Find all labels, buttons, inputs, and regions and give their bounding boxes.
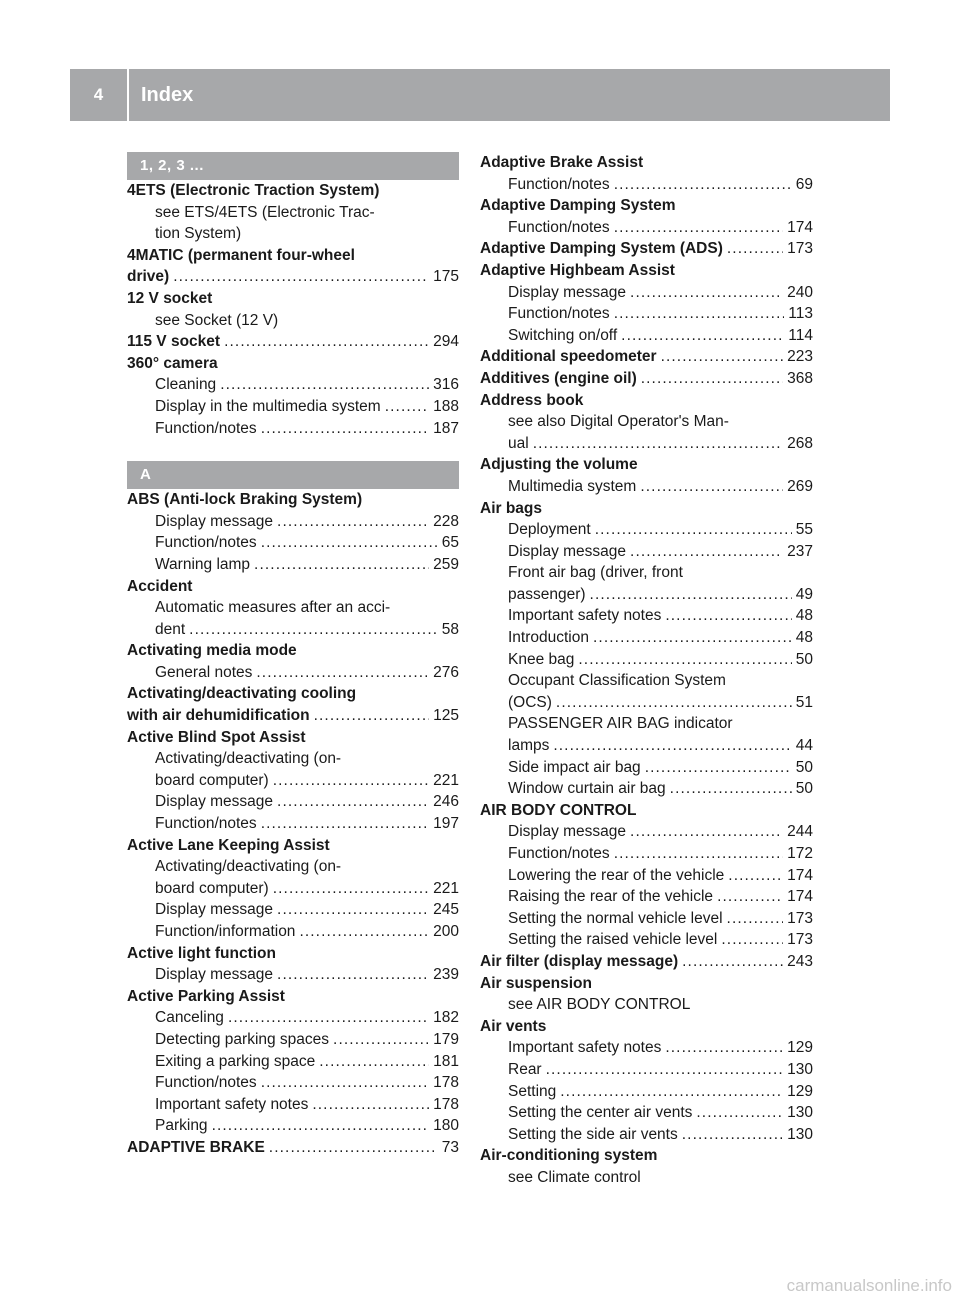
- dot-leader: [261, 813, 429, 835]
- index-subentry: [480, 886, 813, 908]
- entry-label: Function/notes: [508, 305, 610, 323]
- entry-label: Function/notes: [155, 534, 257, 552]
- index-entry: [480, 368, 813, 390]
- page-reference: 246: [433, 793, 459, 811]
- index-subentry: [480, 908, 813, 930]
- index-subentry: [480, 778, 813, 800]
- dot-leader: [173, 266, 429, 288]
- page-reference: 228: [433, 512, 459, 530]
- index-subentry: [127, 1051, 459, 1073]
- page-reference: 69: [795, 175, 813, 193]
- page-reference: 245: [433, 901, 459, 919]
- index-entry: [127, 266, 459, 288]
- index-column-left: [127, 152, 459, 1159]
- section-heading: 1, 2, 3 ...: [127, 152, 459, 180]
- entry-label: Display message: [155, 901, 274, 919]
- page-reference: 221: [433, 771, 459, 789]
- dot-leader: [641, 368, 783, 390]
- entry-label: Detecting parking spaces: [155, 1030, 330, 1048]
- index-subentry: [127, 921, 459, 943]
- page-reference: 316: [433, 376, 459, 394]
- page-reference: 294: [433, 333, 459, 351]
- dot-leader: [670, 778, 792, 800]
- page-reference: 174: [787, 888, 813, 906]
- page-reference: 269: [787, 477, 813, 495]
- index-subentry: [480, 519, 813, 541]
- page-reference: 178: [433, 1095, 459, 1113]
- entry-label: Adaptive Damping System (ADS): [480, 240, 723, 258]
- dot-leader: [578, 649, 791, 671]
- index-subentry: see also Digital Operator's Man-: [508, 413, 729, 431]
- dot-leader: [682, 1124, 783, 1146]
- page-reference: 243: [787, 952, 813, 970]
- dot-leader: [727, 238, 783, 260]
- page-reference: 50: [795, 758, 813, 776]
- page-reference: 276: [433, 663, 459, 681]
- page-reference: 268: [787, 434, 813, 452]
- entry-label: Rear: [508, 1060, 542, 1078]
- dot-leader: [727, 908, 784, 930]
- dot-leader: [269, 1137, 438, 1159]
- index-subentry: Activating/deactivating (on-: [155, 858, 342, 876]
- index-subentry: [127, 396, 459, 418]
- dot-leader: [621, 325, 784, 347]
- dot-leader: [614, 217, 783, 239]
- page-reference: 173: [787, 931, 813, 949]
- dot-leader: [273, 878, 429, 900]
- index-subentry: [127, 418, 459, 440]
- index-subentry: Front air bag (driver, front: [508, 564, 683, 582]
- section-gap: [127, 439, 459, 461]
- entry-label: Cleaning: [155, 376, 217, 394]
- dot-leader: [228, 1007, 429, 1029]
- page-reference: 223: [787, 348, 813, 366]
- dot-leader: [254, 554, 429, 576]
- entry-label: Display message: [155, 793, 274, 811]
- dot-leader: [277, 511, 429, 533]
- index-subentry: [480, 843, 813, 865]
- entry-label: Additional speedometer: [480, 348, 657, 366]
- page-reference: 244: [787, 823, 813, 841]
- dot-leader: [261, 532, 438, 554]
- page-reference: 259: [433, 555, 459, 573]
- index-subentry: [127, 1115, 459, 1137]
- index-entry-heading: Accident: [127, 577, 193, 595]
- index-entry-heading: Adaptive Brake Assist: [480, 154, 644, 171]
- entry-label: Display message: [508, 823, 627, 841]
- index-subentry: [480, 303, 813, 325]
- entry-label: board computer): [155, 879, 269, 897]
- dot-leader: [189, 619, 438, 641]
- entry-label: ADAPTIVE BRAKE: [127, 1138, 265, 1156]
- page-reference: 221: [433, 879, 459, 897]
- entry-label: Setting the normal vehicle level: [508, 909, 723, 927]
- page-reference: 130: [787, 1060, 813, 1078]
- index-subentry: [127, 770, 459, 792]
- entry-label: Important safety notes: [155, 1095, 309, 1113]
- dot-leader: [273, 770, 429, 792]
- page-reference: 180: [433, 1117, 459, 1135]
- entry-label: Display message: [155, 966, 274, 984]
- page-reference: 44: [795, 737, 813, 755]
- dot-leader: [665, 605, 791, 627]
- index-subentry: [480, 1059, 813, 1081]
- entry-label: Function/notes: [155, 419, 257, 437]
- dot-leader: [595, 519, 792, 541]
- index-subentry: [480, 282, 813, 304]
- page-reference: 48: [795, 629, 813, 647]
- dot-leader: [728, 865, 783, 887]
- entry-label: Display message: [155, 512, 274, 530]
- entry-label: Function/notes: [155, 815, 257, 833]
- index-subentry: Automatic measures after an acci-: [155, 599, 391, 617]
- page-reference: 181: [433, 1052, 459, 1070]
- dot-leader: [630, 541, 783, 563]
- entry-label: 115 V socket: [127, 333, 221, 351]
- index-entry-heading: 4ETS (Electronic Traction System): [127, 182, 380, 199]
- entry-label: Canceling: [155, 1009, 224, 1027]
- entry-label: Lowering the rear of the vehicle: [508, 866, 725, 884]
- index-subentry: Occupant Classification System: [508, 672, 726, 690]
- index-entry-heading: Air suspension: [480, 974, 592, 992]
- index-entry-heading: Adjusting the volume: [480, 456, 638, 474]
- index-subentry: [480, 735, 813, 757]
- page-reference: 58: [441, 620, 459, 638]
- index-subentry: [480, 929, 813, 951]
- dot-leader: [640, 476, 783, 498]
- dot-leader: [556, 692, 792, 714]
- entry-label: Setting the raised vehicle level: [508, 931, 718, 949]
- entry-label: Display in the multimedia system: [155, 397, 381, 415]
- dot-leader: [314, 705, 430, 727]
- page-reference: 178: [433, 1074, 459, 1092]
- index-entry-heading: Activating media mode: [127, 642, 297, 660]
- page-reference: 179: [433, 1030, 459, 1048]
- index-subentry: [127, 619, 459, 641]
- page-reference: 50: [795, 650, 813, 668]
- index-subentry: [127, 1007, 459, 1029]
- entry-label: dent: [155, 620, 186, 638]
- dot-leader: [696, 1102, 783, 1124]
- index-subentry: [480, 541, 813, 563]
- page-reference: 188: [433, 397, 459, 415]
- page-header: [70, 69, 890, 121]
- index-subentry: [127, 532, 459, 554]
- index-subentry: [480, 1102, 813, 1124]
- page-reference: 129: [787, 1039, 813, 1057]
- dot-leader: [277, 964, 429, 986]
- index-entry-heading: Adaptive Damping System: [480, 197, 676, 215]
- index-subentry: see Socket (12 V): [155, 311, 279, 329]
- index-entry-heading: Air vents: [480, 1017, 547, 1035]
- index-entry-heading: 360° camera: [127, 354, 218, 372]
- page-reference: 239: [433, 966, 459, 984]
- index-subentry: [480, 692, 813, 714]
- dot-leader: [224, 331, 429, 353]
- index-subentry: [480, 476, 813, 498]
- index-subentry: Activating/deactivating (on-: [155, 750, 342, 768]
- page-reference: 73: [441, 1138, 459, 1156]
- entry-label: Important safety notes: [508, 1039, 662, 1057]
- page-reference: 125: [433, 707, 459, 725]
- index-entry-heading: Active Blind Spot Assist: [127, 728, 306, 746]
- dot-leader: [614, 303, 785, 325]
- index-subentry: see AIR BODY CONTROL: [508, 996, 691, 1014]
- dot-leader: [614, 174, 792, 196]
- index-subentry: [127, 878, 459, 900]
- page-reference: 51: [795, 693, 813, 711]
- index-entry: [127, 1137, 459, 1159]
- dot-leader: [212, 1115, 430, 1137]
- index-subentry: [480, 865, 813, 887]
- entry-label: Introduction: [508, 629, 589, 647]
- index-subentry: [480, 821, 813, 843]
- entry-label: Multimedia system: [508, 477, 637, 495]
- index-entry-heading: Active Lane Keeping Assist: [127, 836, 330, 854]
- dot-leader: [553, 735, 791, 757]
- entry-label: Side impact air bag: [508, 758, 641, 776]
- index-subentry: tion System): [155, 225, 242, 243]
- page-reference: 113: [788, 305, 813, 323]
- page-reference: 130: [787, 1125, 813, 1143]
- entry-label: Function/notes: [155, 1074, 257, 1092]
- entry-label: with air dehumidification: [127, 707, 310, 725]
- index-subentry: [480, 757, 813, 779]
- dot-leader: [533, 433, 783, 455]
- dot-leader: [312, 1094, 429, 1116]
- index-subentry: [480, 605, 813, 627]
- index-entry-heading: ABS (Anti-lock Braking System): [127, 491, 363, 509]
- index-entry-heading: Air bags: [480, 499, 543, 517]
- index-column-right: [480, 152, 813, 1189]
- dot-leader: [261, 418, 429, 440]
- dot-leader: [261, 1072, 429, 1094]
- entry-label: Important safety notes: [508, 607, 662, 625]
- page-reference: 48: [795, 607, 813, 625]
- index-subentry: [127, 813, 459, 835]
- entry-label: Display message: [508, 542, 627, 560]
- index-entry: [127, 331, 459, 353]
- index-subentry: [127, 899, 459, 921]
- index-subentry: [480, 325, 813, 347]
- dot-leader: [630, 821, 783, 843]
- page-reference: 368: [787, 369, 813, 387]
- page-reference: 175: [433, 268, 459, 286]
- index-subentry: PASSENGER AIR BAG indicator: [508, 715, 733, 733]
- dot-leader: [546, 1059, 784, 1081]
- dot-leader: [682, 951, 783, 973]
- entry-label: (OCS): [508, 693, 552, 711]
- entry-label: Window curtain air bag: [508, 780, 666, 798]
- entry-label: board computer): [155, 771, 269, 789]
- entry-label: Setting: [508, 1082, 557, 1100]
- entry-label: Setting the side air vents: [508, 1125, 678, 1143]
- entry-label: drive): [127, 268, 170, 286]
- page-reference: 65: [441, 534, 459, 552]
- index-subentry: see ETS/4ETS (Electronic Trac-: [155, 203, 375, 221]
- page-reference: 49: [795, 585, 813, 603]
- dot-leader: [277, 899, 429, 921]
- page-reference: 200: [433, 923, 459, 940]
- index-subentry: [480, 433, 813, 455]
- index-entry-heading: AIR BODY CONTROL: [480, 801, 637, 819]
- index-subentry: [127, 662, 459, 684]
- index-subentry: [480, 1037, 813, 1059]
- index-subentry: [480, 1124, 813, 1146]
- entry-label: Parking: [155, 1117, 208, 1135]
- index-subentry: [480, 584, 813, 606]
- entry-label: Exiting a parking space: [155, 1052, 316, 1070]
- dot-leader: [614, 843, 783, 865]
- dot-leader: [385, 396, 429, 418]
- page-reference: 130: [787, 1104, 813, 1122]
- entry-label: Knee bag: [508, 650, 575, 668]
- index-entry-heading: 12 V socket: [127, 289, 213, 307]
- page-reference: 114: [788, 326, 813, 344]
- page-reference: 237: [787, 542, 813, 560]
- entry-label: Additives (engine oil): [480, 369, 637, 387]
- dot-leader: [645, 757, 792, 779]
- entry-label: Function/information: [155, 923, 296, 940]
- dot-leader: [319, 1051, 429, 1073]
- index-entry: [480, 238, 813, 260]
- index-subentry: [480, 174, 813, 196]
- index-subentry: [127, 964, 459, 986]
- entry-label: lamps: [508, 737, 550, 755]
- entry-label: Switching on/off: [508, 326, 618, 344]
- entry-label: General notes: [155, 663, 253, 681]
- entry-label: Warning lamp: [155, 555, 251, 573]
- index-entry: [127, 705, 459, 727]
- page-reference: 174: [787, 218, 813, 236]
- index-entry-heading: Adaptive Highbeam Assist: [480, 261, 675, 279]
- index-entry-heading: Air-conditioning system: [480, 1147, 658, 1165]
- index-entry: [480, 951, 813, 973]
- entry-label: Function/notes: [508, 218, 610, 236]
- page-reference: 55: [795, 521, 813, 539]
- dot-leader: [630, 282, 783, 304]
- entry-label: Setting the center air vents: [508, 1104, 693, 1122]
- section-heading: A: [127, 461, 459, 489]
- index-subentry: [480, 1081, 813, 1103]
- index-entry-heading: Address book: [480, 391, 584, 409]
- dot-leader: [256, 662, 429, 684]
- page-reference: 197: [433, 815, 459, 833]
- entry-label: passenger): [508, 585, 586, 603]
- index-subentry: [127, 791, 459, 813]
- index-subentry: [480, 627, 813, 649]
- index-entry-heading: 4MATIC (permanent four-wheel: [127, 246, 355, 264]
- index-subentry: [480, 217, 813, 239]
- page-reference: 174: [787, 866, 813, 884]
- entry-label: Deployment: [508, 521, 591, 539]
- page-reference: 182: [433, 1009, 459, 1027]
- dot-leader: [590, 584, 792, 606]
- index-subentry: [127, 1029, 459, 1051]
- index-subentry: see Climate control: [508, 1168, 641, 1186]
- index-subentry: [127, 374, 459, 396]
- index-entry: [480, 346, 813, 368]
- page-reference: 129: [787, 1082, 813, 1100]
- index-subentry: [480, 649, 813, 671]
- page-reference: 172: [787, 845, 813, 862]
- page-reference: 50: [795, 780, 813, 798]
- index-entry-heading: Active light function: [127, 944, 276, 962]
- page-number: 4: [93, 85, 104, 104]
- index-entry-heading: Activating/deactivating cooling: [127, 685, 357, 703]
- entry-label: Air filter (display message): [480, 952, 679, 970]
- entry-label: Raising the rear of the vehicle: [508, 888, 714, 906]
- page-reference: 173: [787, 240, 813, 258]
- entry-label: ual: [508, 434, 529, 452]
- dot-leader: [220, 374, 429, 396]
- dot-leader: [665, 1037, 783, 1059]
- dot-leader: [661, 346, 784, 368]
- dot-leader: [717, 886, 783, 908]
- page-title: Index: [141, 83, 194, 106]
- page-reference: 173: [787, 909, 813, 927]
- dot-leader: [299, 921, 429, 943]
- dot-leader: [560, 1081, 783, 1103]
- dot-leader: [721, 929, 783, 951]
- entry-label: Display message: [508, 283, 627, 301]
- watermark: carmanualsonline.info: [786, 1276, 952, 1295]
- page-reference: 240: [787, 283, 813, 301]
- index-subentry: [127, 1072, 459, 1094]
- entry-label: Function/notes: [508, 845, 610, 862]
- index-subentry: [127, 1094, 459, 1116]
- index-subentry: [127, 511, 459, 533]
- index-entry-heading: Active Parking Assist: [127, 987, 285, 1005]
- dot-leader: [333, 1029, 429, 1051]
- page-reference: 187: [433, 419, 459, 437]
- index-subentry: [127, 554, 459, 576]
- dot-leader: [593, 627, 792, 649]
- dot-leader: [277, 791, 429, 813]
- entry-label: Function/notes: [508, 175, 610, 193]
